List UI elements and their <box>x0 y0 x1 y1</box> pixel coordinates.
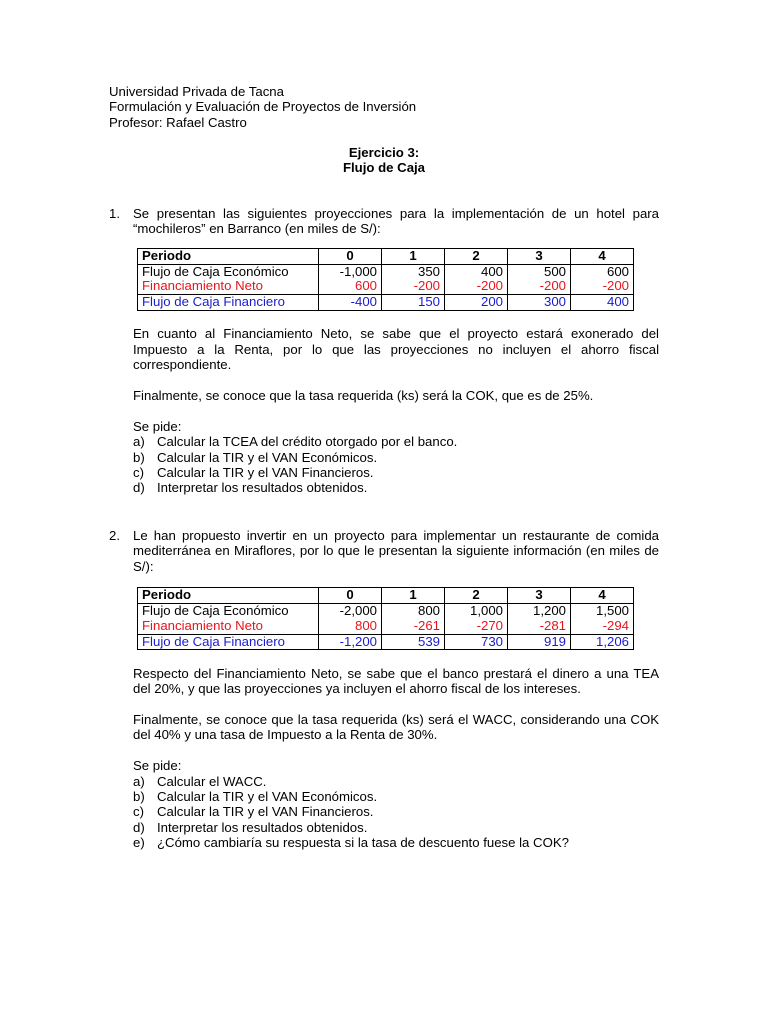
table-header-row: Periodo 0 1 2 3 4 <box>138 588 634 604</box>
list-item: c) Calcular la TIR y el VAN Financieros. <box>133 804 374 820</box>
question-1-paragraph-2: Finalmente, se conoce que la tasa requerida (ks) será la COK, que es de 25%. <box>133 388 594 403</box>
net-financing-row: Financiamiento Neto 600 -200 -200 -200 -200 <box>138 279 634 294</box>
question-2-ask: Se pide: <box>133 758 182 774</box>
question-2 <box>109 528 659 851</box>
financial-cash-flow-row: Flujo de Caja Financiero -400 150 200 300 400 <box>138 295 634 311</box>
question-1-items <box>133 434 659 496</box>
cash-flow-table-2 <box>137 587 634 650</box>
question-1-intro: Se presentan las siguientes proyecciones para la implementación de un hotel para “mochileros” en Barranco (en miles de S/): <box>133 206 659 237</box>
table-header-row: Periodo 0 1 2 3 4 <box>138 248 634 264</box>
list-item: a) Calcular el WACC. <box>133 773 267 789</box>
exercise-title-block <box>0 145 768 176</box>
list-item: d) Interpretar los resultados obtenidos. <box>133 819 368 835</box>
financial-cash-flow-row: Flujo de Caja Financiero -1,200 539 730 919 1,206 <box>138 634 634 650</box>
cash-flow-table-1 <box>137 248 634 311</box>
question-1 <box>109 206 659 496</box>
question-1-ask: Se pide: <box>133 418 182 434</box>
list-item: b) Calcular la TIR y el VAN Económicos. <box>133 449 378 465</box>
question-2-paragraph-2: Finalmente, se conoce que la tasa requerida (ks) será el WACC, considerando una COK del 40% y una tasa de Impuesto a la Renta de 30%. <box>133 712 659 743</box>
question-2-paragraph-1: Respecto del Financiamiento Neto, se sabe que el banco prestará el dinero a una TEA del 20%, y que las proyecciones ya incluyen el ahorro fiscal de los intereses. <box>133 665 659 697</box>
list-item: b) Calcular la TIR y el VAN Económicos. <box>133 789 378 805</box>
net-financing-row: Financiamiento Neto 800 -261 -270 -281 -294 <box>138 619 634 634</box>
question-2-intro: Le han propuesto invertir en un proyecto para implementar un restaurante de comida mediterránea en Miraflores, por lo que le presentan la siguiente información (en miles de S/): <box>133 528 659 574</box>
economic-cash-flow-row: Flujo de Caja Económico -1,000 350 400 500 600 <box>138 264 634 279</box>
question-2-items <box>133 774 659 851</box>
list-item: e) ¿Cómo cambiaría su respuesta si la tasa de descuento fuese la COK? <box>133 835 569 851</box>
question-1-number: 1. <box>109 206 120 221</box>
list-item: a) Calcular la TCEA del crédito otorgado por el banco. <box>133 434 458 450</box>
university-name: Universidad Privada de Tacna <box>109 84 284 99</box>
list-item: d) Interpretar los resultados obtenidos. <box>133 480 368 496</box>
exercise-title: Ejercicio 3: <box>348 145 420 160</box>
course-name: Formulación y Evaluación de Proyectos de Inversión <box>109 99 417 115</box>
economic-cash-flow-row: Flujo de Caja Económico -2,000 800 1,000 1,200 1,500 <box>138 604 634 619</box>
exercise-subtitle: Flujo de Caja <box>342 160 426 176</box>
question-1-paragraph-1: En cuanto al Financiamiento Neto, se sabe que el proyecto estará exonerado del Impuesto a la Renta, por lo que las proyecciones no incluyen el ahorro fiscal correspondiente. <box>133 326 659 373</box>
question-2-number: 2. <box>109 528 120 543</box>
professor-name: Profesor: Rafael Castro <box>109 114 247 130</box>
list-item: c) Calcular la TIR y el VAN Financieros. <box>133 465 374 481</box>
document-header <box>109 84 416 130</box>
